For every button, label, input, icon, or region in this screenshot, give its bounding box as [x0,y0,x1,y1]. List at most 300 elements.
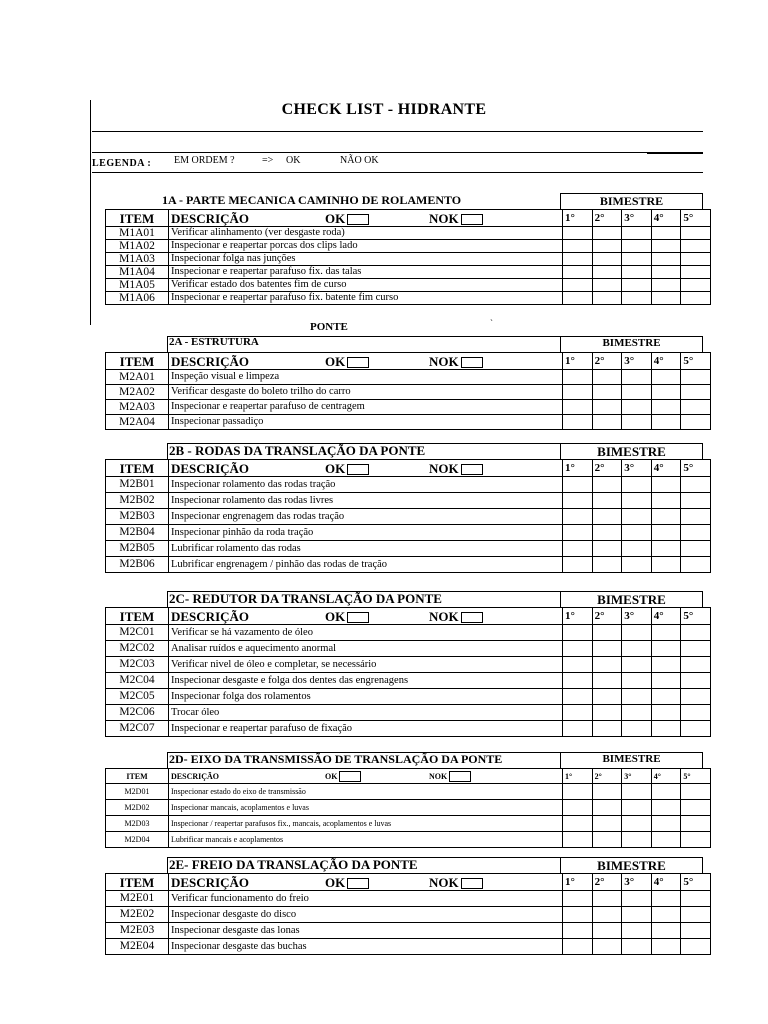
bimestre-cell-4[interactable] [651,641,681,657]
header-description-group [171,610,560,623]
bimestre-cell-2[interactable] [592,477,622,493]
table-row [106,541,711,557]
bimestre-cell-3[interactable] [622,525,652,541]
bimestre-cell-5[interactable] [681,541,711,557]
table-row [106,721,711,737]
item-description: Inspecionar rolamento das rodas tração [169,477,563,493]
bimestre-cell-2[interactable] [592,385,622,400]
bimestre-cell-5[interactable] [681,673,711,689]
bimestre-cell-5[interactable] [681,800,711,816]
bimestre-cell-4[interactable] [651,253,681,266]
bimestre-cell-3[interactable] [622,923,652,939]
divider-legend-bottom [92,172,703,173]
bimestre-cell-1[interactable] [563,907,593,923]
header-nok [429,610,483,624]
bimestre-cell-5[interactable] [681,907,711,923]
item-description: Inspecionar folga dos rolamentos [169,689,563,705]
bimestre-cell-1[interactable] [563,923,593,939]
bimestre-cell-4[interactable] [651,415,681,430]
bimestre-cell-4[interactable] [651,385,681,400]
bimestre-cell-2[interactable] [592,641,622,657]
table-row [106,641,711,657]
header-bimestre-2: 2° [592,769,622,784]
bimestre-header: BIMESTRE [560,591,703,607]
bimestre-cell-2[interactable] [592,370,622,385]
bimestre-cell-4[interactable] [651,784,681,800]
bimestre-cell-4[interactable] [651,509,681,525]
item-description: Verificar se há vazamento de óleo [169,625,563,641]
table-row [106,509,711,525]
bimestre-cell-3[interactable] [622,541,652,557]
bimestre-cell-3[interactable] [622,493,652,509]
bimestre-cell-5[interactable] [681,493,711,509]
item-code: M2D02 [106,800,169,816]
table-row [106,784,711,800]
bimestre-cell-4[interactable] [651,657,681,673]
bimestre-cell-5[interactable] [681,939,711,955]
section-5 [105,752,703,848]
section-title: 2D- EIXO DA TRANSMISSÃO DE TRANSLAÇÃO DA PONTE [169,752,503,766]
item-description: Inspecionar rolamento das rodas livres [169,493,563,509]
header-nok-label: NOK [429,874,459,890]
header-description [169,460,563,477]
bimestre-cell-1[interactable] [563,509,593,525]
header-ok [325,355,369,369]
bimestre-cell-2[interactable] [592,816,622,832]
bimestre-cell-5[interactable] [681,253,711,266]
table-row [106,370,711,385]
section-header-row [105,857,703,873]
bimestre-cell-1[interactable] [563,385,593,400]
section-2 [105,336,703,430]
divider-legend-top [92,152,647,153]
bimestre-cell-1[interactable] [563,541,593,557]
bimestre-cell-5[interactable] [681,832,711,848]
header-bimestre-3: 3° [622,874,652,891]
item-description: Inspecionar estado do eixo de transmissão [169,784,563,800]
header-bimestre-2: 2° [592,608,622,625]
bimestre-cell-2[interactable] [592,266,622,279]
item-code: M2E01 [106,891,169,907]
bimestre-cell-1[interactable] [563,557,593,573]
bimestre-cell-4[interactable] [651,525,681,541]
bimestre-cell-4[interactable] [651,279,681,292]
item-description: Inspecionar passadiço [169,415,563,430]
header-bimestre-4: 4° [651,769,681,784]
table-row [106,227,711,240]
section-header-row [105,443,703,459]
bimestre-cell-5[interactable] [681,641,711,657]
item-code: M1A03 [106,253,169,266]
item-code: M2B04 [106,525,169,541]
header-description [169,608,563,625]
bimestre-cell-2[interactable] [592,673,622,689]
header-bimestre-5: 5° [681,353,711,370]
header-ok [325,770,361,783]
bimestre-cell-3[interactable] [622,939,652,955]
table-row [106,689,711,705]
bimestre-cell-3[interactable] [622,557,652,573]
bimestre-cell-4[interactable] [651,939,681,955]
header-bimestre-4: 4° [651,460,681,477]
item-description: Analisar ruídos e aquecimento anormal [169,641,563,657]
bimestre-cell-5[interactable] [681,689,711,705]
section-title: 2A - ESTRUTURA [169,336,259,348]
bimestre-cell-1[interactable] [563,657,593,673]
header-bimestre-3: 3° [622,769,652,784]
header-description-label: DESCRIÇÃO [171,608,250,624]
bimestre-cell-2[interactable] [592,939,622,955]
bimestre-cell-3[interactable] [622,279,652,292]
bimestre-cell-1[interactable] [563,415,593,430]
nok-checkbox[interactable] [461,612,483,623]
bimestre-cell-2[interactable] [592,240,622,253]
bimestre-cell-1[interactable] [563,800,593,816]
bimestre-cell-2[interactable] [592,721,622,737]
bimestre-cell-3[interactable] [622,253,652,266]
header-bimestre-5: 5° [681,769,711,784]
bimestre-cell-1[interactable] [563,721,593,737]
bimestre-cell-4[interactable] [651,832,681,848]
bimestre-cell-1[interactable] [563,641,593,657]
bimestre-cell-3[interactable] [622,641,652,657]
header-nok [429,355,483,369]
bimestre-cell-1[interactable] [563,891,593,907]
bimestre-cell-5[interactable] [681,784,711,800]
bimestre-cell-4[interactable] [651,721,681,737]
table-row [106,907,711,923]
bimestre-cell-2[interactable] [592,493,622,509]
header-nok-label: NOK [429,210,459,226]
bimestre-cell-2[interactable] [592,625,622,641]
section-title: 2B - RODAS DA TRANSLAÇÃO DA PONTE [169,443,426,458]
header-bimestre-4: 4° [651,874,681,891]
header-bimestre-4: 4° [651,608,681,625]
header-description [169,353,563,370]
header-description [169,874,563,891]
divider-top [92,131,703,132]
item-code: M2E02 [106,907,169,923]
bimestre-cell-2[interactable] [592,800,622,816]
bimestre-cell-2[interactable] [592,907,622,923]
bimestre-cell-1[interactable] [563,292,593,305]
bimestre-cell-2[interactable] [592,509,622,525]
header-bimestre-1: 1° [563,874,593,891]
table-row [106,832,711,848]
bimestre-cell-3[interactable] [622,415,652,430]
bimestre-cell-3[interactable] [622,266,652,279]
item-description: Inspecionar / reapertar parafusos fix., mancais, acoplamentos e luvas [169,816,563,832]
table-row [106,493,711,509]
header-description-group [171,462,560,475]
bimestre-cell-3[interactable] [622,292,652,305]
bimestre-cell-1[interactable] [563,266,593,279]
item-description: Inspecionar e reapertar parafuso fix. batente fim curso [169,292,563,305]
header-ok [325,462,369,476]
bimestre-cell-5[interactable] [681,657,711,673]
ok-checkbox[interactable] [347,878,369,889]
bimestre-cell-4[interactable] [651,557,681,573]
header-bimestre-2: 2° [592,210,622,227]
bimestre-cell-2[interactable] [592,705,622,721]
header-item: ITEM [106,874,169,891]
header-item: ITEM [106,608,169,625]
bimestre-cell-3[interactable] [622,240,652,253]
bimestre-cell-4[interactable] [651,891,681,907]
table-row [106,266,711,279]
bimestre-cell-3[interactable] [622,705,652,721]
bimestre-cell-5[interactable] [681,721,711,737]
item-code: M2D03 [106,816,169,832]
ok-checkbox[interactable] [339,771,361,782]
bimestre-cell-2[interactable] [592,891,622,907]
item-code: M1A05 [106,279,169,292]
item-description: Verificar desgaste do boleto trilho do carro [169,385,563,400]
item-description: Inspecionar engrenagem das rodas tração [169,509,563,525]
bimestre-cell-1[interactable] [563,253,593,266]
bimestre-cell-3[interactable] [622,816,652,832]
bimestre-cell-2[interactable] [592,227,622,240]
bimestre-cell-5[interactable] [681,557,711,573]
nok-checkbox[interactable] [461,357,483,368]
legend-label: LEGENDA : [92,158,152,169]
bimestre-cell-5[interactable] [681,370,711,385]
header-item: ITEM [106,769,169,784]
header-ok-label: OK [325,353,346,369]
table-row [106,705,711,721]
bimestre-cell-4[interactable] [651,705,681,721]
table-row [106,477,711,493]
bimestre-cell-2[interactable] [592,253,622,266]
bimestre-cell-5[interactable] [681,705,711,721]
bimestre-cell-4[interactable] [651,477,681,493]
bimestre-cell-1[interactable] [563,705,593,721]
bimestre-cell-5[interactable] [681,266,711,279]
table-header-row [106,460,711,477]
bimestre-cell-4[interactable] [651,816,681,832]
bimestre-cell-4[interactable] [651,370,681,385]
header-description-group [171,355,560,368]
item-description: Lubrificar rolamento das rodas [169,541,563,557]
bimestre-cell-3[interactable] [622,832,652,848]
header-ok-label: OK [325,210,346,226]
bimestre-cell-1[interactable] [563,939,593,955]
bimestre-cell-4[interactable] [651,541,681,557]
bimestre-cell-4[interactable] [651,923,681,939]
item-description: Trocar óleo [169,705,563,721]
bimestre-cell-2[interactable] [592,525,622,541]
bimestre-cell-2[interactable] [592,657,622,673]
ok-checkbox[interactable] [347,464,369,475]
bimestre-cell-3[interactable] [622,625,652,641]
page-title: CHECK LIST - HIDRANTE [281,101,487,118]
bimestre-cell-5[interactable] [681,385,711,400]
bimestre-cell-1[interactable] [563,240,593,253]
header-ok [325,876,369,890]
bimestre-cell-2[interactable] [592,292,622,305]
header-bimestre-4: 4° [651,210,681,227]
bimestre-cell-2[interactable] [592,279,622,292]
bimestre-cell-2[interactable] [592,923,622,939]
item-code: M2D04 [106,832,169,848]
bimestre-cell-2[interactable] [592,400,622,415]
bimestre-cell-1[interactable] [563,227,593,240]
bimestre-cell-4[interactable] [651,800,681,816]
table-row [106,891,711,907]
bimestre-cell-1[interactable] [563,832,593,848]
bimestre-cell-5[interactable] [681,477,711,493]
bimestre-cell-4[interactable] [651,400,681,415]
stray-mark: ` [490,318,493,328]
divider-legend-top-right [647,152,703,154]
bimestre-cell-4[interactable] [651,493,681,509]
bimestre-cell-3[interactable] [622,784,652,800]
item-code: M2B02 [106,493,169,509]
bimestre-cell-1[interactable] [563,400,593,415]
bimestre-cell-3[interactable] [622,800,652,816]
bimestre-header: BIMESTRE [560,443,703,459]
item-code: M2B01 [106,477,169,493]
bimestre-cell-1[interactable] [563,816,593,832]
bimestre-cell-3[interactable] [622,657,652,673]
bimestre-cell-5[interactable] [681,227,711,240]
bimestre-cell-1[interactable] [563,279,593,292]
header-bimestre-1: 1° [563,353,593,370]
nok-checkbox[interactable] [461,464,483,475]
checklist-table [105,768,711,848]
legend-ok: OK [286,155,301,166]
bimestre-cell-3[interactable] [622,227,652,240]
item-code: M2B05 [106,541,169,557]
bimestre-cell-3[interactable] [622,477,652,493]
bimestre-cell-5[interactable] [681,279,711,292]
bimestre-cell-2[interactable] [592,784,622,800]
item-description: Inspecionar desgaste das buchas [169,939,563,955]
bimestre-header: BIMESTRE [560,336,703,352]
bimestre-cell-3[interactable] [622,509,652,525]
bimestre-cell-1[interactable] [563,370,593,385]
bimestre-cell-5[interactable] [681,292,711,305]
ok-checkbox[interactable] [347,612,369,623]
header-description [169,769,563,784]
bimestre-cell-1[interactable] [563,673,593,689]
header-bimestre-3: 3° [622,460,652,477]
bimestre-cell-4[interactable] [651,292,681,305]
ok-checkbox[interactable] [347,357,369,368]
legend-question: EM ORDEM ? [174,155,235,166]
bimestre-cell-1[interactable] [563,625,593,641]
table-row [106,557,711,573]
nok-checkbox[interactable] [461,214,483,225]
item-code: M2E03 [106,923,169,939]
item-code: M2C06 [106,705,169,721]
bimestre-cell-5[interactable] [681,923,711,939]
nok-checkbox[interactable] [449,771,471,782]
bimestre-cell-4[interactable] [651,266,681,279]
bimestre-cell-2[interactable] [592,832,622,848]
bimestre-cell-3[interactable] [622,689,652,705]
bimestre-cell-5[interactable] [681,625,711,641]
header-item: ITEM [106,460,169,477]
checklist-table [105,209,711,305]
bimestre-cell-3[interactable] [622,673,652,689]
header-description-label: DESCRIÇÃO [171,771,220,781]
bimestre-cell-3[interactable] [622,721,652,737]
bimestre-cell-4[interactable] [651,907,681,923]
bimestre-cell-5[interactable] [681,400,711,415]
item-description: Inspecionar e reapertar parafuso de centragem [169,400,563,415]
item-code: M2A01 [106,370,169,385]
bimestre-cell-4[interactable] [651,673,681,689]
checklist-table [105,873,711,955]
bimestre-cell-2[interactable] [592,689,622,705]
item-code: M2C02 [106,641,169,657]
table-row [106,415,711,430]
bimestre-cell-1[interactable] [563,477,593,493]
bimestre-cell-5[interactable] [681,509,711,525]
header-ok [325,610,369,624]
item-description: Inspecionar desgaste das lonas [169,923,563,939]
ponte-label: PONTE [310,321,348,333]
header-description-label: DESCRIÇÃO [171,353,250,369]
item-code: M2D01 [106,784,169,800]
item-description: Lubrificar engrenagem / pinhão das rodas de tração [169,557,563,573]
section-3 [105,443,703,573]
bimestre-cell-1[interactable] [563,525,593,541]
header-ok [325,212,369,226]
bimestre-cell-4[interactable] [651,240,681,253]
legend-arrow: => [262,155,274,166]
header-description-group [171,770,560,783]
header-description-label: DESCRIÇÃO [171,874,250,890]
table-row [106,800,711,816]
bimestre-cell-4[interactable] [651,625,681,641]
header-bimestre-5: 5° [681,460,711,477]
item-code: M2B03 [106,509,169,525]
header-nok-label: NOK [429,460,459,476]
bimestre-cell-1[interactable] [563,493,593,509]
bimestre-cell-3[interactable] [622,385,652,400]
bimestre-cell-5[interactable] [681,816,711,832]
table-header-row [106,874,711,891]
header-bimestre-2: 2° [592,353,622,370]
bimestre-cell-4[interactable] [651,689,681,705]
bimestre-cell-2[interactable] [592,415,622,430]
bimestre-cell-5[interactable] [681,240,711,253]
table-row [106,385,711,400]
bimestre-cell-3[interactable] [622,907,652,923]
table-row [106,625,711,641]
bimestre-cell-2[interactable] [592,557,622,573]
bimestre-cell-1[interactable] [563,784,593,800]
section-title: 1A - PARTE MECANICA CAMINHO DE ROLAMENTO [162,193,462,207]
bimestre-cell-5[interactable] [681,415,711,430]
bimestre-cell-3[interactable] [622,891,652,907]
nok-checkbox[interactable] [461,878,483,889]
bimestre-cell-3[interactable] [622,370,652,385]
bimestre-cell-5[interactable] [681,525,711,541]
bimestre-cell-3[interactable] [622,400,652,415]
header-bimestre-3: 3° [622,353,652,370]
bimestre-cell-1[interactable] [563,689,593,705]
bimestre-cell-4[interactable] [651,227,681,240]
bimestre-cell-2[interactable] [592,541,622,557]
item-description: Inspecionar folga nas junções [169,253,563,266]
table-row [106,400,711,415]
ok-checkbox[interactable] [347,214,369,225]
bimestre-cell-5[interactable] [681,891,711,907]
header-description [169,210,563,227]
